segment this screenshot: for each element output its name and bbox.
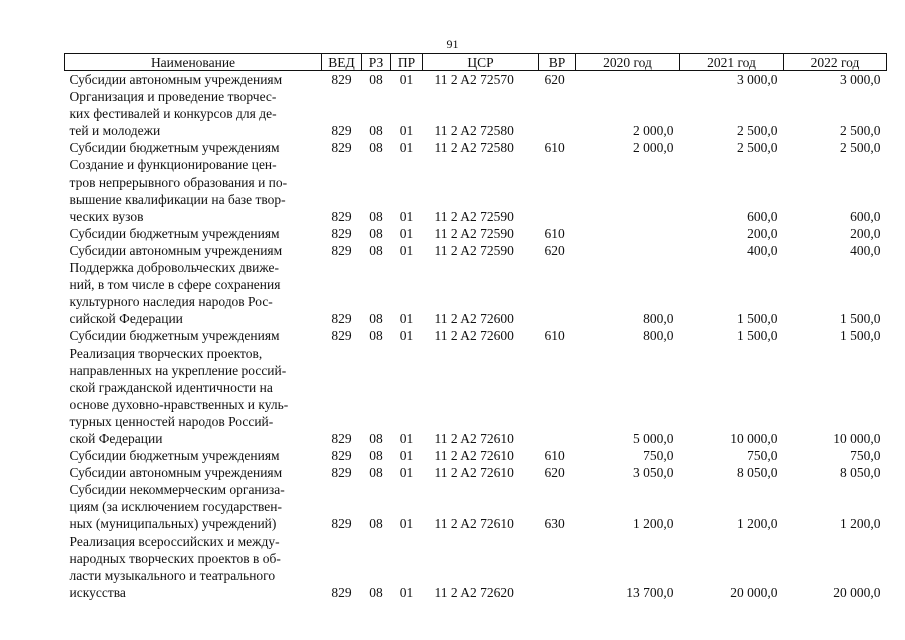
cell-ved: 829 [331,430,352,446]
cell-rz: 08 [369,123,383,139]
name-line: сийской Федерации [69,311,183,327]
cell-pr: 01 [399,328,414,344]
table-row [65,481,887,532]
header-vr: ВР [539,54,576,71]
budget-table [64,53,887,601]
cell-pr: 01 [399,516,414,532]
name-line: Создание и функционирование цен- [69,157,277,173]
cell-2022: 20 000,0 [833,584,881,600]
cell-rz: 08 [369,242,383,258]
name-line: Реализация творческих проектов, [69,345,263,361]
cell-vr: 620 [544,72,565,87]
cell-name [65,481,322,532]
cell-csr: 11 2 A2 72580 [434,123,514,139]
name-line: ской Федерации [69,430,163,446]
header-pr: ПР [391,54,423,71]
cell-ved: 829 [331,448,352,464]
cell-rz: 08 [369,584,383,600]
cell-2020: 3 050,0 [633,465,674,481]
cell-ved: 829 [331,516,352,532]
cell-ved: 829 [331,123,352,139]
cell-vr: 620 [544,242,565,258]
header-2022: 2022 год [784,54,887,71]
table-row [65,259,887,327]
cell-2021: 1 200,0 [737,516,778,532]
cell-pr: 01 [399,208,414,224]
cell-rz: 08 [369,516,383,532]
cell-name [65,447,322,464]
cell-2020: 13 700,0 [626,584,674,600]
cell-rz: 08 [369,430,383,446]
cell-csr: 11 2 A2 72570 [434,72,514,87]
cell-2020: 5 000,0 [633,430,674,446]
table-row [65,327,887,344]
cell-name [65,88,322,139]
cell-name [65,327,322,344]
name-line: Организация и проведение творчес- [69,89,277,105]
name-line: Субсидии бюджетным учреждениям [69,225,280,241]
page-number: 91 [446,37,459,51]
cell-2022: 8 050,0 [840,465,881,481]
cell-pr: 01 [399,448,414,464]
cell-2020 [576,225,680,242]
cell-vr [539,259,576,327]
name-line: ской гражданской идентичности на [69,379,273,395]
name-line: Субсидии бюджетным учреждениям [69,328,280,344]
cell-2022: 1 500,0 [840,328,881,344]
cell-vr: 610 [544,225,565,241]
header-name: Наименование [65,54,322,71]
name-line: Субсидии автономным учреждениям [69,242,283,258]
cell-2021: 750,0 [747,448,778,464]
cell-vr [539,533,576,601]
cell-pr: 01 [399,123,414,139]
cell-2022: 400,0 [850,242,881,258]
cell-csr: 11 2 A2 72610 [434,448,514,464]
name-line: циям (за исключением государствен- [69,499,283,515]
name-line: основе духовно-нравственных и куль- [69,396,289,412]
header-rz: РЗ [362,54,391,71]
cell-pr: 01 [399,72,414,87]
cell-2021: 3 000,0 [737,72,778,87]
cell-pr: 01 [399,140,414,156]
name-line: тей и молодежи [69,123,161,139]
cell-2021: 1 500,0 [737,328,778,344]
cell-name [65,533,322,601]
name-line: Поддержка добровольческих движе- [69,260,279,276]
name-line: ческих вузов [69,208,144,224]
cell-2020 [576,156,680,224]
cell-2020: 2 000,0 [633,123,674,139]
table-header-row [65,54,887,71]
cell-2021: 10 000,0 [730,430,778,446]
cell-2021: 2 500,0 [737,140,778,156]
cell-ved: 829 [331,72,352,87]
cell-csr: 11 2 A2 72610 [434,465,514,481]
cell-2020 [576,71,680,89]
header-2021: 2021 год [680,54,784,71]
cell-csr: 11 2 A2 72590 [434,242,514,258]
cell-csr: 11 2 A2 72620 [434,584,514,600]
name-line: направленных на укрепление россий- [69,362,287,378]
name-line: Субсидии автономным учреждениям [69,72,283,87]
cell-2022: 2 500,0 [840,140,881,156]
header-csr: ЦСР [423,54,539,71]
cell-name [65,139,322,156]
name-line: ких фестивалей и конкурсов для де- [69,106,277,122]
cell-csr: 11 2 A2 72600 [434,311,514,327]
cell-2022: 200,0 [850,225,881,241]
cell-vr: 610 [544,328,565,344]
table-row [65,533,887,601]
name-line: искусства [69,584,126,600]
cell-rz: 08 [369,448,383,464]
cell-name [65,71,322,89]
cell-csr: 11 2 A2 72590 [434,225,514,241]
table-row [65,139,887,156]
name-line: ний, в том числе в сфере сохранения [69,277,281,293]
cell-2020: 800,0 [643,311,674,327]
name-line: Субсидии бюджетным учреждениям [69,140,280,156]
cell-rz: 08 [369,328,383,344]
cell-ved: 829 [331,584,352,600]
table-row [65,447,887,464]
cell-2022: 600,0 [850,208,881,224]
table-row [65,225,887,242]
table-row [65,345,887,448]
cell-2022: 2 500,0 [840,123,881,139]
table-row [65,464,887,481]
cell-2022: 1 500,0 [840,311,881,327]
cell-2020: 800,0 [643,328,674,344]
cell-name [65,225,322,242]
cell-vr [539,345,576,448]
cell-pr: 01 [399,242,414,258]
cell-2020: 2 000,0 [633,140,674,156]
cell-vr: 630 [544,516,565,532]
cell-2020: 750,0 [643,448,674,464]
table-row [65,88,887,139]
cell-rz: 08 [369,72,383,87]
cell-ved: 829 [331,242,352,258]
cell-name [65,259,322,327]
cell-2021: 8 050,0 [737,465,778,481]
name-line: ласти музыкального и театрального [69,567,276,583]
table-row [65,242,887,259]
cell-rz: 08 [369,225,383,241]
cell-pr: 01 [399,225,414,241]
cell-rz: 08 [369,311,383,327]
cell-2022: 3 000,0 [840,72,881,87]
cell-2022: 1 200,0 [840,516,881,532]
name-line: турных ценностей народов Россий- [69,413,274,429]
cell-2020: 1 200,0 [633,516,674,532]
cell-vr: 610 [544,140,565,156]
name-line: Субсидии бюджетным учреждениям [69,448,280,464]
cell-name [65,156,322,224]
cell-vr [539,156,576,224]
cell-name [65,242,322,259]
cell-pr: 01 [399,584,414,600]
cell-2021: 1 500,0 [737,311,778,327]
cell-ved: 829 [331,225,352,241]
cell-2021: 600,0 [747,208,778,224]
cell-name [65,464,322,481]
cell-2021: 2 500,0 [737,123,778,139]
cell-ved: 829 [331,465,352,481]
table-row [65,156,887,224]
cell-2021: 200,0 [747,225,778,241]
header-2020: 2020 год [576,54,680,71]
cell-ved: 829 [331,140,352,156]
cell-pr: 01 [399,465,414,481]
cell-rz: 08 [369,208,383,224]
cell-csr: 11 2 A2 72610 [434,516,514,532]
header-ved: ВЕД [322,54,362,71]
cell-2022: 10 000,0 [833,430,881,446]
cell-2021: 400,0 [747,242,778,258]
cell-csr: 11 2 A2 72610 [434,430,514,446]
name-line: Субсидии некоммерческим организа- [69,482,285,498]
cell-2021: 20 000,0 [730,584,778,600]
cell-name [65,345,322,448]
name-line: тров непрерывного образования и по- [69,174,288,190]
cell-vr: 610 [544,448,565,464]
name-line: культурного наследия народов Рос- [69,294,273,310]
cell-vr: 620 [544,465,565,481]
cell-ved: 829 [331,311,352,327]
cell-2020 [576,242,680,259]
cell-pr: 01 [399,430,414,446]
cell-2022: 750,0 [850,448,881,464]
cell-ved: 829 [331,328,352,344]
name-line: вышение квалификации на базе твор- [69,191,286,207]
cell-csr: 11 2 A2 72590 [434,208,514,224]
cell-csr: 11 2 A2 72600 [434,328,514,344]
name-line: народных творческих проектов в об- [69,550,281,566]
cell-pr: 01 [399,311,414,327]
name-line: Субсидии автономным учреждениям [69,465,283,481]
cell-csr: 11 2 A2 72580 [434,140,514,156]
name-line: ных (муниципальных) учреждений) [69,516,277,532]
table-row [65,71,887,89]
cell-rz: 08 [369,140,383,156]
cell-rz: 08 [369,465,383,481]
cell-ved: 829 [331,208,352,224]
cell-vr [539,88,576,139]
name-line: Реализация всероссийских и между- [69,533,280,549]
